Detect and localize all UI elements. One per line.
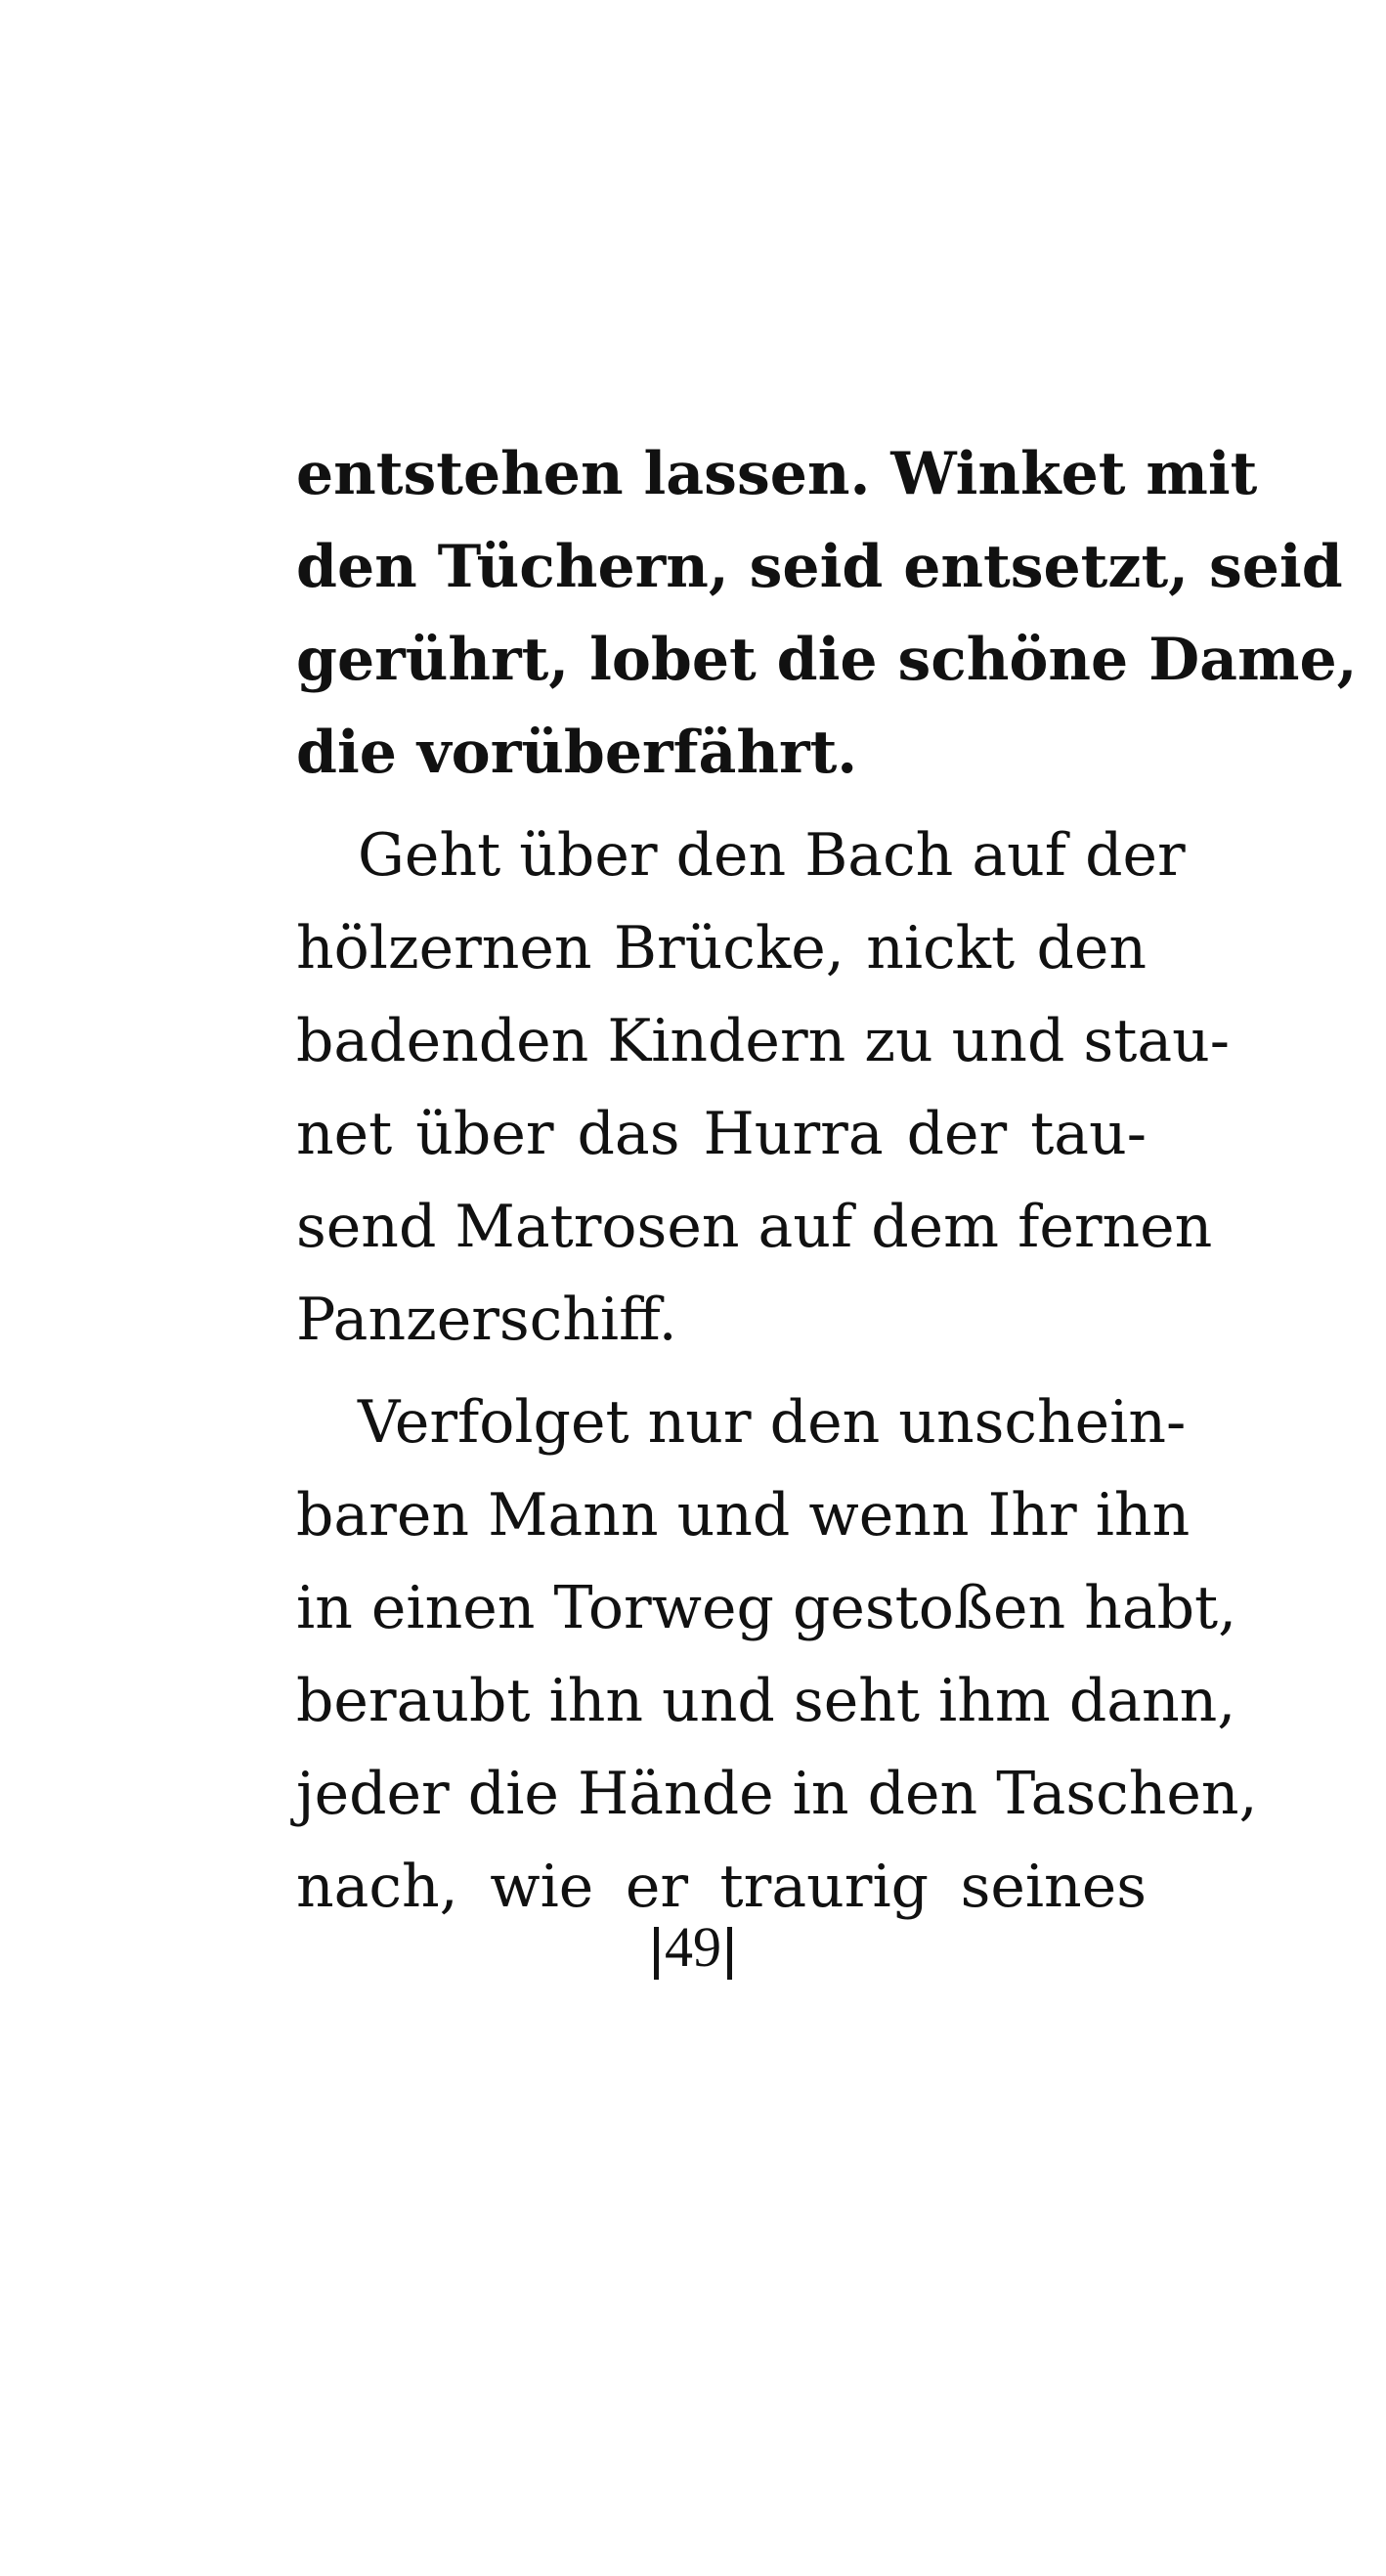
paragraph-gap bbox=[296, 1367, 1147, 1376]
text-line: jeder die Hände in den Taschen, bbox=[296, 1760, 1258, 1828]
text-line: nach, wie er traurig seines bbox=[296, 1853, 1147, 1921]
text-line: Verfolget nur den unschein- bbox=[358, 1388, 1187, 1457]
text-line: Panzerschiff. bbox=[296, 1286, 677, 1354]
paragraph-2 bbox=[296, 809, 1231, 1367]
page-number-left-bracket bbox=[654, 1927, 659, 1980]
page-number-value: 49 bbox=[665, 1915, 721, 1979]
text-line: Geht über den Bach auf der bbox=[358, 821, 1186, 890]
paragraph-1 bbox=[296, 428, 1358, 800]
text-line: die vorüberfährt. bbox=[296, 719, 858, 787]
text-line: badenden Kindern zu und stau- bbox=[296, 1007, 1231, 1075]
text-line: net über das Hurra der tau- bbox=[296, 1100, 1147, 1168]
text-line: send Matrosen auf dem fernen bbox=[296, 1193, 1213, 1261]
body-text bbox=[296, 428, 1358, 1934]
text-line: den Tüchern, seid entsetzt, seid bbox=[296, 533, 1343, 601]
text-line: entstehen lassen. Winket mit bbox=[296, 440, 1258, 508]
text-line: baren Mann und wenn Ihr ihn bbox=[296, 1481, 1191, 1550]
page-number-right-bracket bbox=[727, 1927, 732, 1980]
text-line: gerührt, lobet die schöne Dame, bbox=[296, 626, 1358, 694]
text-line: in einen Torweg gestoßen habt, bbox=[296, 1574, 1237, 1642]
text-line: beraubt ihn und seht ihm dann, bbox=[296, 1667, 1236, 1735]
page-number bbox=[0, 1908, 1386, 1987]
text-line: hölzernen Brücke, nickt den bbox=[296, 914, 1147, 982]
paragraph-3 bbox=[296, 1376, 1258, 1934]
paragraph-gap bbox=[296, 800, 1147, 809]
